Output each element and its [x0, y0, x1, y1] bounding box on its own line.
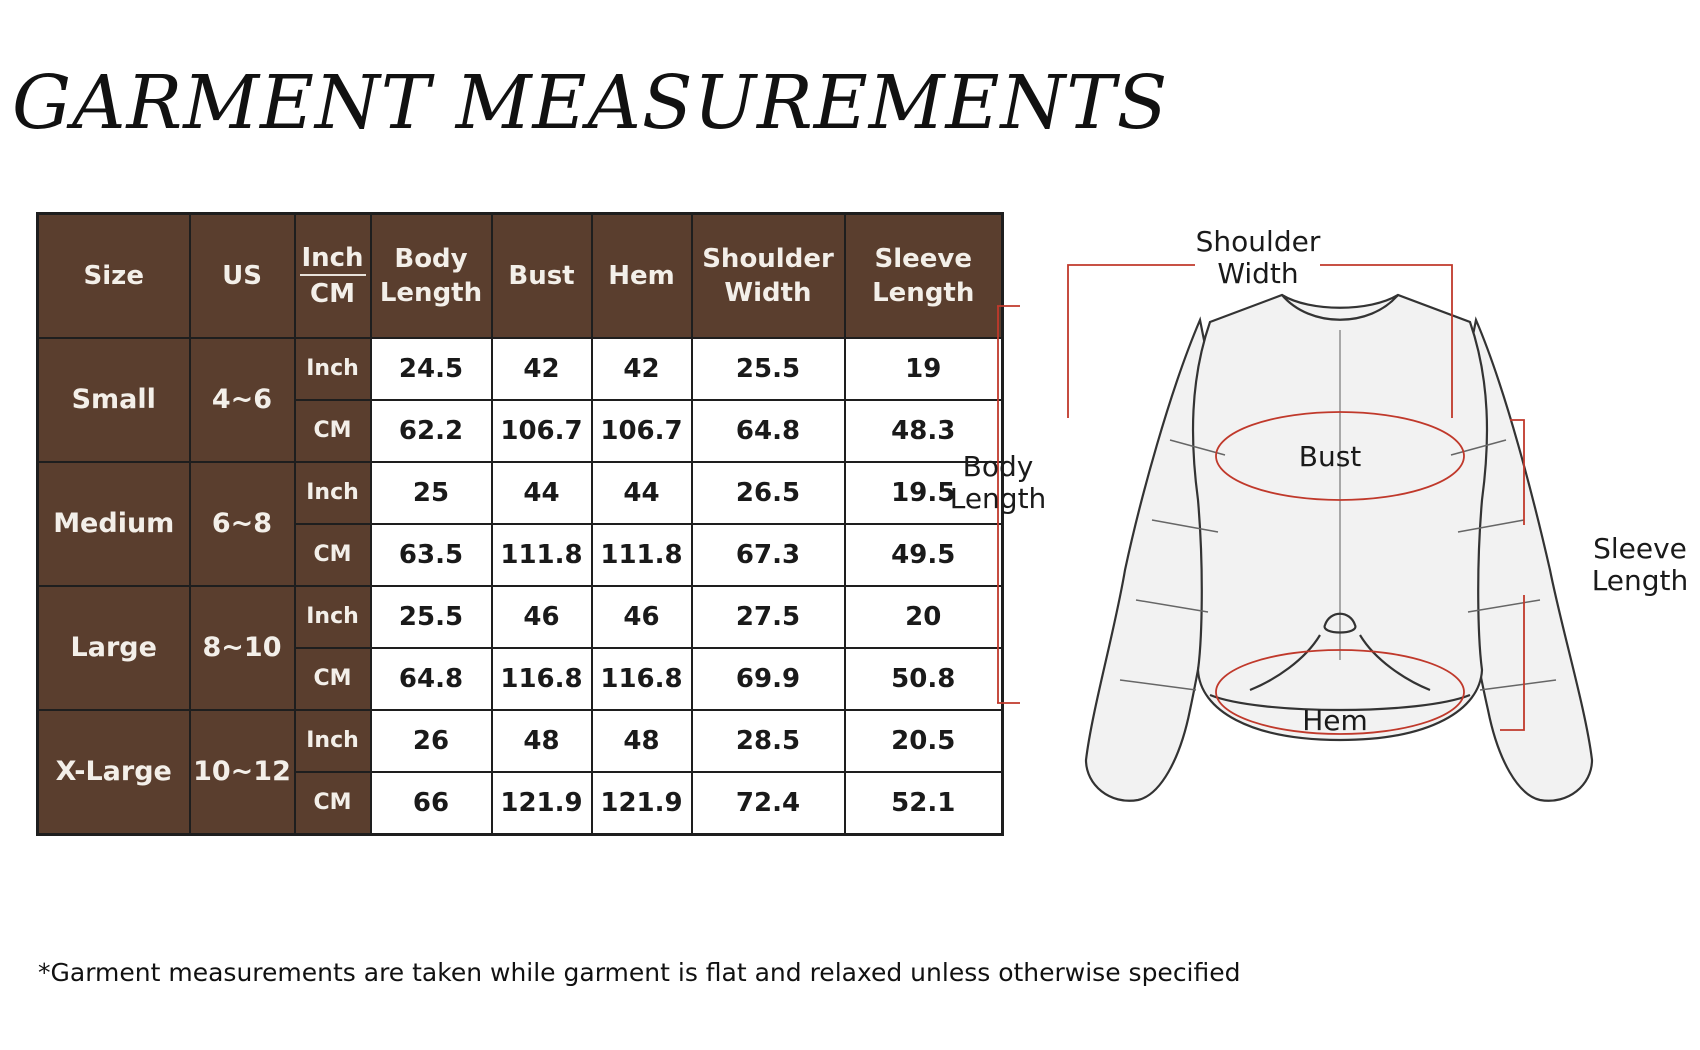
body-length-value: 25.5: [371, 586, 492, 648]
body-length-value: 25: [371, 462, 492, 524]
bust-value: 42: [492, 338, 592, 400]
header-shoulder-width-line1: Shoulder: [702, 243, 834, 274]
header-body-length-line1: Body: [394, 243, 468, 274]
header-unit: [295, 214, 371, 338]
bust-value: 111.8: [492, 524, 592, 586]
shoulder-width-value: 25.5: [692, 338, 845, 400]
label-sleeve-line2: Length: [1591, 564, 1689, 597]
header-sleeve-length-line1: Sleeve: [874, 243, 972, 274]
bust-value: 48: [492, 710, 592, 772]
header-unit-cm: CM: [310, 278, 355, 309]
table-row: [38, 710, 1003, 772]
unit-cell: CM: [295, 400, 371, 462]
shoulder-width-value: 69.9: [692, 648, 845, 710]
sleeve-length-value: 19: [845, 338, 1003, 400]
body-length-value: 64.8: [371, 648, 492, 710]
shoulder-width-value: 72.4: [692, 772, 845, 835]
hem-value: 106.7: [592, 400, 692, 462]
label-shoulder-line1: Shoulder: [1195, 225, 1321, 258]
header-row: [38, 214, 1003, 338]
label-hem: Hem: [1302, 704, 1368, 737]
hem-value: 116.8: [592, 648, 692, 710]
table-row: [38, 338, 1003, 400]
sleeve-length-value: 48.3: [845, 400, 1003, 462]
us-size-cell: 8~10: [190, 586, 295, 710]
label-bust: Bust: [1298, 440, 1362, 473]
sleeve-length-value: 20: [845, 586, 1003, 648]
sleeve-length-value: 52.1: [845, 772, 1003, 835]
header-body-length-line2: Length: [379, 277, 483, 308]
hem-value: 48: [592, 710, 692, 772]
label-body-line2: Length: [949, 482, 1047, 515]
us-size-cell: 6~8: [190, 462, 295, 586]
bust-value: 116.8: [492, 648, 592, 710]
unit-cell: Inch: [295, 710, 371, 772]
bust-value: 44: [492, 462, 592, 524]
header-bust: Bust: [492, 214, 592, 338]
header-sleeve-length-line2: Length: [872, 277, 975, 308]
bust-value: 106.7: [492, 400, 592, 462]
bust-value: 46: [492, 586, 592, 648]
header-body-length: [371, 214, 492, 338]
header-shoulder-width: [692, 214, 845, 338]
unit-cell: CM: [295, 524, 371, 586]
shoulder-width-value: 67.3: [692, 524, 845, 586]
header-hem: Hem: [592, 214, 692, 338]
us-size-cell: 10~12: [190, 710, 295, 835]
shoulder-width-value: 64.8: [692, 400, 845, 462]
footnote: *Garment measurements are taken while garment is flat and relaxed unless otherwise specified: [38, 958, 1241, 987]
label-shoulder-line2: Width: [1217, 257, 1299, 290]
unit-cell: CM: [295, 772, 371, 835]
header-size: Size: [38, 214, 190, 338]
shoulder-width-value: 28.5: [692, 710, 845, 772]
shoulder-width-value: 26.5: [692, 462, 845, 524]
size-cell: Small: [38, 338, 190, 462]
hem-value: 46: [592, 586, 692, 648]
label-sleeve-line1: Sleeve: [1593, 532, 1687, 565]
hem-value: 111.8: [592, 524, 692, 586]
shoulder-width-value: 27.5: [692, 586, 845, 648]
unit-cell: Inch: [295, 338, 371, 400]
page-title: GARMENT MEASUREMENTS: [12, 60, 1169, 146]
unit-cell: Inch: [295, 586, 371, 648]
header-sleeve-length: [845, 214, 1003, 338]
header-shoulder-width-line2: Width: [724, 277, 812, 308]
body-length-value: 26: [371, 710, 492, 772]
header-unit-inch: Inch: [300, 242, 366, 276]
size-chart-table: [36, 212, 1004, 836]
sleeve-length-value: 19.5: [845, 462, 1003, 524]
table-row: [38, 586, 1003, 648]
garment-diagram: [949, 225, 1700, 840]
sleeve-length-value: 20.5: [845, 710, 1003, 772]
body-length-value: 62.2: [371, 400, 492, 462]
sleeve-length-value: 50.8: [845, 648, 1003, 710]
unit-cell: Inch: [295, 462, 371, 524]
hem-value: 44: [592, 462, 692, 524]
sleeve-length-value: 49.5: [845, 524, 1003, 586]
size-cell: Medium: [38, 462, 190, 586]
header-us: US: [190, 214, 295, 338]
bust-value: 121.9: [492, 772, 592, 835]
unit-cell: CM: [295, 648, 371, 710]
hem-value: 121.9: [592, 772, 692, 835]
body-length-value: 63.5: [371, 524, 492, 586]
us-size-cell: 4~6: [190, 338, 295, 462]
table-row: [38, 462, 1003, 524]
size-cell: X-Large: [38, 710, 190, 835]
body-length-value: 24.5: [371, 338, 492, 400]
hem-value: 42: [592, 338, 692, 400]
label-body-line1: Body: [962, 450, 1034, 483]
body-length-value: 66: [371, 772, 492, 835]
size-cell: Large: [38, 586, 190, 710]
